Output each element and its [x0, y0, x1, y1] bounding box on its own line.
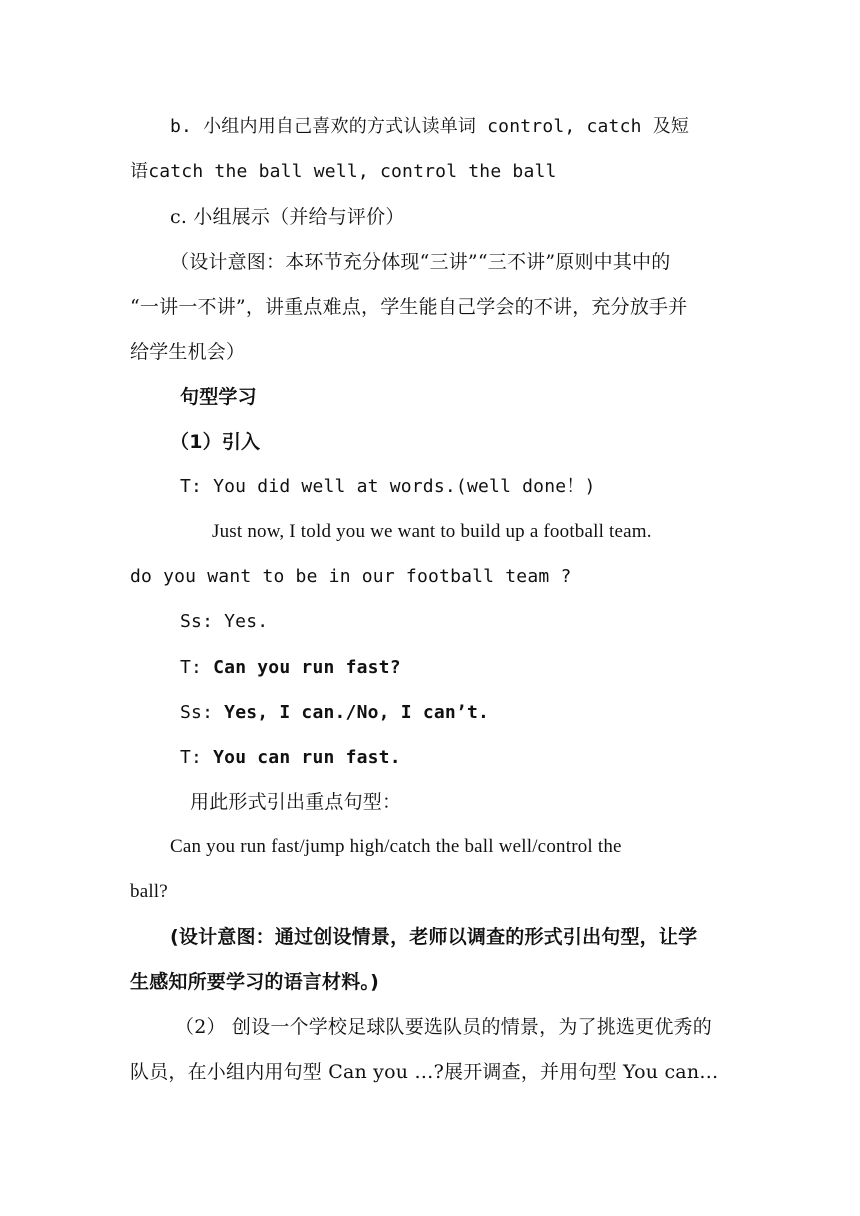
paragraph-line: 队员，在小组内用句型 Can you …?展开调查，并用句型 You can… — [130, 1061, 719, 1083]
design-intent-line: 生感知所要学习的语言材料。) — [130, 971, 379, 993]
paragraph-line: 给学生机会） — [130, 341, 246, 363]
dialogue-line — [180, 654, 780, 681]
paragraph-line: 语catch the ball well, control the ball — [130, 161, 557, 182]
dialogue-text: You can run fast. — [213, 747, 401, 768]
dialogue-line: Just now, I told you we want to build up a football team. — [212, 521, 652, 542]
speaker-label: T: — [180, 747, 214, 768]
paragraph-line: 用此形式引出重点句型： — [190, 791, 402, 813]
paragraph-line: （2） 创设一个学校足球队要选队员的情景，为了挑选更优秀的 — [175, 1016, 712, 1038]
paragraph-line: b. 小组内用自己喜欢的方式认读单词 control, catch 及短 — [170, 116, 690, 137]
paragraph-line: （设计意图：本环节充分体现“三讲”“三不讲”原则中其中的 — [170, 251, 671, 273]
subsection-heading: （1）引入 — [170, 431, 261, 453]
dialogue-text: Can you run fast? — [213, 657, 401, 678]
dialogue-line — [180, 699, 780, 726]
paragraph-line: “一讲一不讲”，讲重点难点，学生能自己学会的不讲，充分放手并 — [130, 296, 688, 318]
key-sentence-line: Can you run fast/jump high/catch the ball well/control the — [170, 836, 622, 857]
key-sentence-line: ball? — [130, 881, 168, 902]
dialogue-line: T: You did well at words.(well done！) — [180, 476, 596, 497]
design-intent-line: (设计意图：通过创设情景，老师以调查的形式引出句型，让学 — [170, 926, 698, 948]
dialogue-text: Yes, I can./No, I can’t. — [224, 702, 490, 723]
speaker-label: Ss: — [180, 702, 225, 723]
paragraph-line: c. 小组展示（并给与评价） — [170, 206, 405, 228]
dialogue-line — [180, 744, 780, 771]
dialogue-line: do you want to be in our football team ? — [130, 566, 572, 587]
section-heading: 句型学习 — [180, 386, 257, 408]
dialogue-line: Ss: Yes. — [180, 611, 269, 632]
speaker-label: T: — [180, 657, 214, 678]
